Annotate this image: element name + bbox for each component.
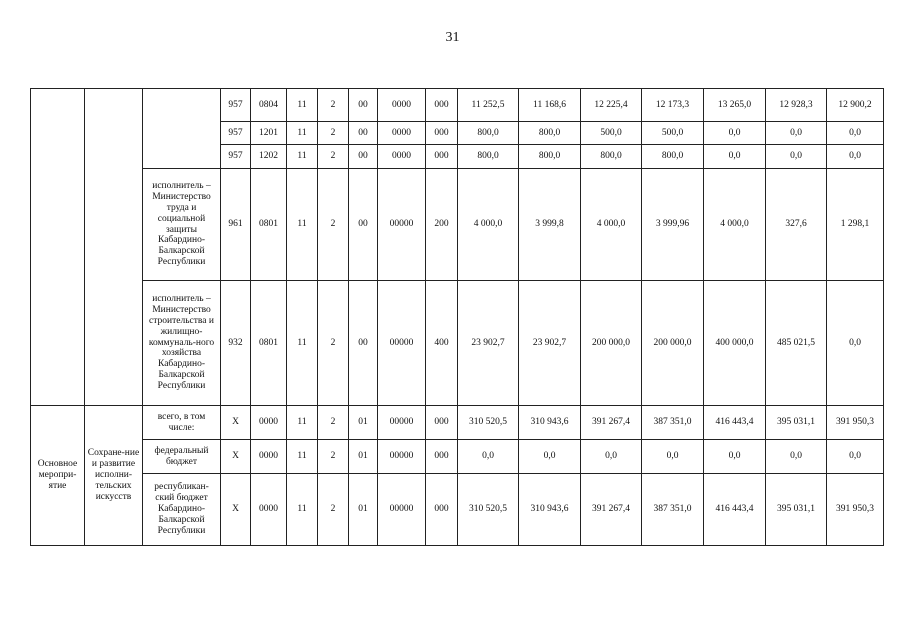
value-cell: 23 902,7 [519,281,581,406]
value-cell: 13 265,0 [704,89,766,122]
section-code: 1202 [251,145,287,169]
gov-code: 957 [221,145,251,169]
value-cell: 0,0 [704,440,766,474]
value-cell: 12 225,4 [581,89,642,122]
desc-cell [143,89,221,169]
value-cell: 416 443,4 [704,474,766,546]
value-cell: 387 351,0 [642,406,704,440]
value-cell: 800,0 [519,122,581,145]
value-cell: 3 999,8 [519,169,581,281]
value-cell: 500,0 [642,122,704,145]
measure-code: 00 [349,281,378,406]
value-cell: 310 943,6 [519,406,581,440]
value-cell: 485 021,5 [766,281,827,406]
section-code: 0000 [251,440,287,474]
value-cell: 327,6 [766,169,827,281]
measure-code: 00 [349,122,378,145]
value-cell: 800,0 [458,122,519,145]
subprogram-code: 2 [318,406,349,440]
measure-type-label: Основное меропри-ятие [31,406,85,546]
expense-type-code: 000 [426,440,458,474]
group-cell-empty [31,89,85,406]
table-row [31,474,884,546]
direction-code: 00000 [378,169,426,281]
value-cell: 800,0 [642,145,704,169]
value-cell: 0,0 [827,122,884,145]
budget-table [30,88,884,546]
expense-type-code: 000 [426,406,458,440]
direction-code: 0000 [378,89,426,122]
value-cell: 500,0 [581,122,642,145]
section-code: 1201 [251,122,287,145]
section-code: 0000 [251,474,287,546]
subprogram-code: 2 [318,169,349,281]
value-cell: 310 520,5 [458,406,519,440]
direction-code: 00000 [378,406,426,440]
executor-description: исполнитель – Министерство строительства и жилищно-коммуналь-ного хозяйства Кабардино-Балкарской Республики [143,281,221,406]
gov-code: 957 [221,89,251,122]
section-code: 0000 [251,406,287,440]
value-cell: 0,0 [704,122,766,145]
subprogram-code: 2 [318,440,349,474]
expense-type-code: 200 [426,169,458,281]
value-cell: 310 943,6 [519,474,581,546]
value-cell: 11 168,6 [519,89,581,122]
value-cell: 0,0 [766,145,827,169]
value-cell: 0,0 [519,440,581,474]
value-cell: 0,0 [827,145,884,169]
value-cell: 200 000,0 [642,281,704,406]
section-code: 0804 [251,89,287,122]
direction-code: 00000 [378,440,426,474]
value-cell: 12 928,3 [766,89,827,122]
gov-code: 957 [221,122,251,145]
expense-type-code: 000 [426,145,458,169]
expense-type-code: 000 [426,122,458,145]
value-cell: 0,0 [458,440,519,474]
value-cell: 391 267,4 [581,474,642,546]
program-code: 11 [287,145,318,169]
gov-code: X [221,440,251,474]
direction-code: 0000 [378,145,426,169]
measure-code: 01 [349,474,378,546]
direction-code: 00000 [378,474,426,546]
value-cell: 391 950,3 [827,406,884,440]
value-cell: 4 000,0 [458,169,519,281]
program-code: 11 [287,122,318,145]
program-code: 11 [287,89,318,122]
value-cell: 4 000,0 [581,169,642,281]
direction-code: 00000 [378,281,426,406]
table-row [31,406,884,440]
program-code: 11 [287,281,318,406]
subprogram-code: 2 [318,145,349,169]
value-cell: 0,0 [642,440,704,474]
program-code: 11 [287,406,318,440]
federal-budget-label: федеральный бюджет [143,440,221,474]
value-cell: 12 900,2 [827,89,884,122]
value-cell: 23 902,7 [458,281,519,406]
value-cell: 0,0 [827,440,884,474]
table-row [31,440,884,474]
measure-code: 00 [349,89,378,122]
value-cell: 200 000,0 [581,281,642,406]
value-cell: 310 520,5 [458,474,519,546]
gov-code: X [221,474,251,546]
expense-type-code: 400 [426,281,458,406]
value-cell: 800,0 [519,145,581,169]
value-cell: 0,0 [581,440,642,474]
measure-code: 00 [349,169,378,281]
program-code: 11 [287,440,318,474]
value-cell: 11 252,5 [458,89,519,122]
value-cell: 0,0 [704,145,766,169]
value-cell: 0,0 [766,440,827,474]
total-label: всего, в том числе: [143,406,221,440]
program-code: 11 [287,474,318,546]
value-cell: 391 950,3 [827,474,884,546]
republic-budget-label: республикан-ский бюджет Кабардино-Балкарской Республики [143,474,221,546]
expense-type-code: 000 [426,474,458,546]
value-cell: 3 999,96 [642,169,704,281]
gov-code: 961 [221,169,251,281]
section-code: 0801 [251,169,287,281]
table-row [31,89,884,122]
value-cell: 400 000,0 [704,281,766,406]
name-cell-empty [85,89,143,406]
measure-code: 01 [349,440,378,474]
value-cell: 395 031,1 [766,406,827,440]
section-code: 0801 [251,281,287,406]
program-code: 11 [287,169,318,281]
value-cell: 0,0 [766,122,827,145]
value-cell: 416 443,4 [704,406,766,440]
value-cell: 12 173,3 [642,89,704,122]
measure-code: 01 [349,406,378,440]
measure-code: 00 [349,145,378,169]
subprogram-code: 2 [318,281,349,406]
value-cell: 4 000,0 [704,169,766,281]
executor-description: исполнитель – Министерство труда и социальной защиты Кабардино-Балкарской Республики [143,169,221,281]
expense-type-code: 000 [426,89,458,122]
value-cell: 387 351,0 [642,474,704,546]
subprogram-code: 2 [318,89,349,122]
gov-code: 932 [221,281,251,406]
table-row [31,169,884,281]
value-cell: 1 298,1 [827,169,884,281]
page-number: 31 [445,30,460,45]
value-cell: 800,0 [581,145,642,169]
subprogram-code: 2 [318,122,349,145]
direction-code: 0000 [378,122,426,145]
table-row [31,281,884,406]
value-cell: 800,0 [458,145,519,169]
value-cell: 391 267,4 [581,406,642,440]
gov-code: X [221,406,251,440]
value-cell: 395 031,1 [766,474,827,546]
subprogram-code: 2 [318,474,349,546]
measure-name-label: Сохране-ние и развитие исполни-тельских искусств [85,406,143,546]
value-cell: 0,0 [827,281,884,406]
